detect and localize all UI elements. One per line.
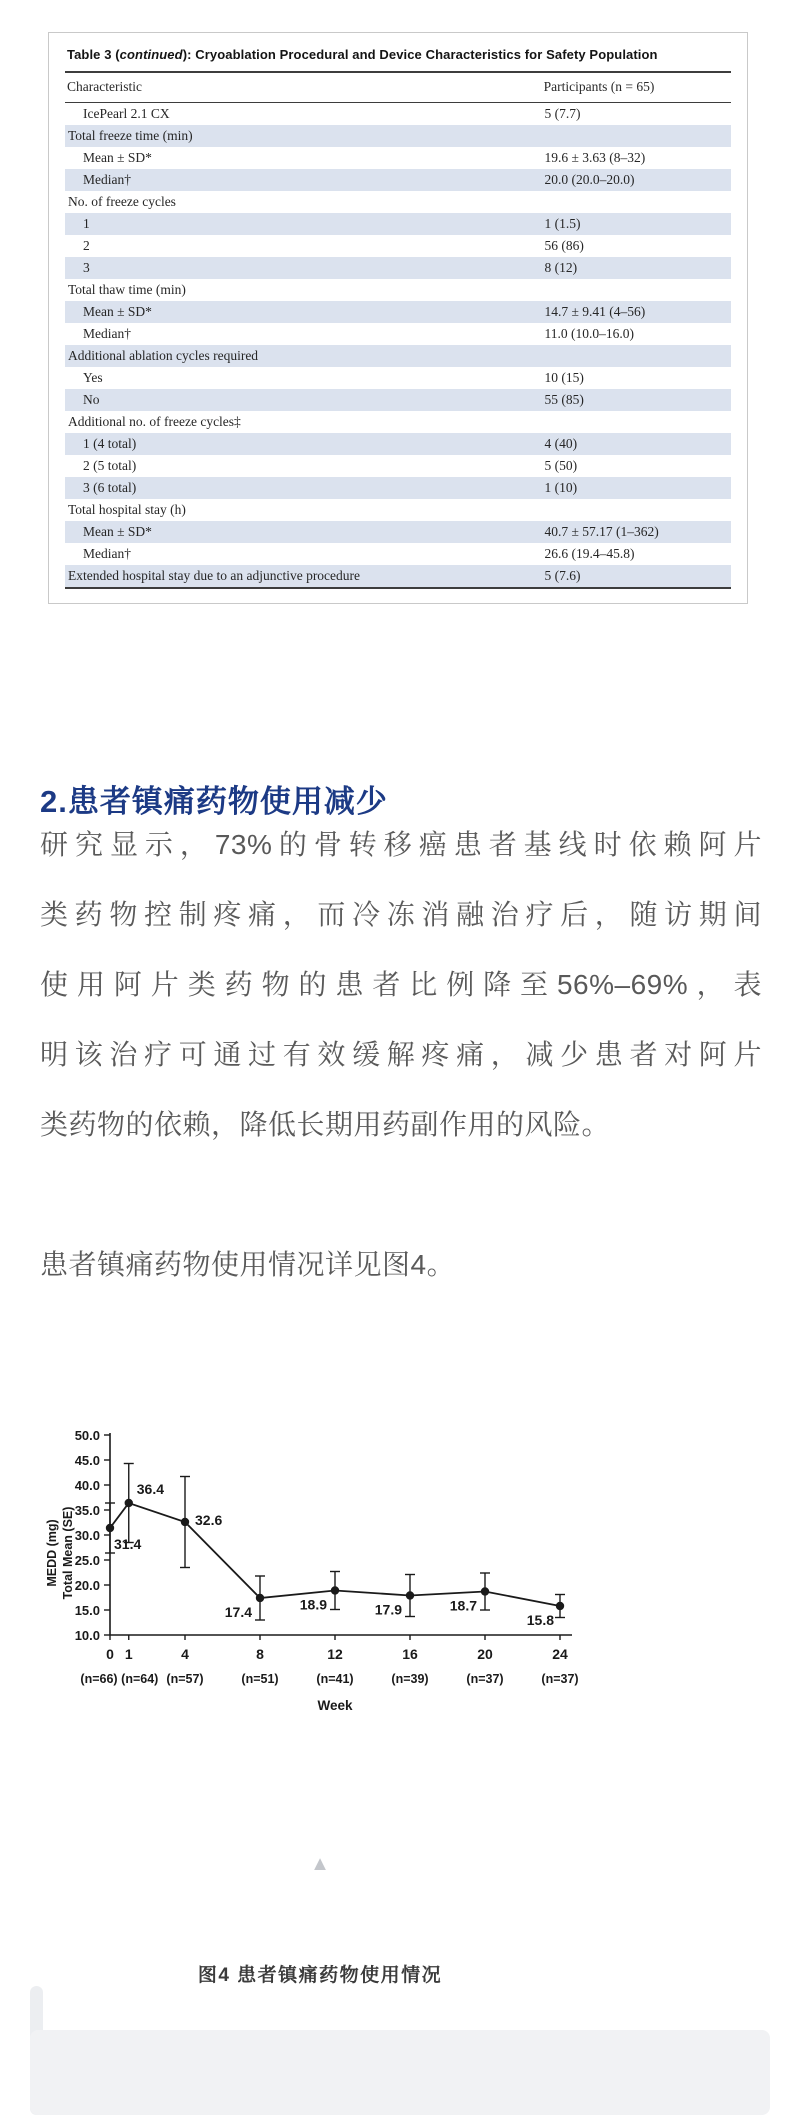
table-row (65, 565, 731, 587)
row-value (545, 411, 731, 433)
row-label: Total freeze time (min) (68, 128, 193, 143)
row-value (545, 345, 731, 367)
row-value: 4 (40) (544, 436, 578, 451)
collapse-arrow-icon[interactable]: ▲ (310, 1853, 330, 1875)
table-row (65, 213, 731, 235)
paragraph-line: 明该治疗可通过有效缓解疼痛，减少患者对阿片 (40, 1039, 762, 1070)
value-label: 17.9 (374, 1601, 402, 1618)
value-label: 31.4 (114, 1536, 142, 1552)
row-label: Median† (83, 326, 131, 341)
table-row (65, 147, 731, 169)
paragraph-2: 患者镇痛药物使用情况详见图4。 (40, 1249, 456, 1280)
row-value: 20.0 (20.0–20.0) (544, 172, 635, 187)
y-tick-label: 50.0 (74, 1428, 100, 1443)
x-axis-title: Week (317, 1698, 353, 1713)
data-point (556, 1602, 564, 1610)
y-tick-label: 25.0 (74, 1553, 100, 1568)
x-tick-label: 12 (327, 1646, 343, 1662)
footer-band (30, 2030, 770, 2115)
row-label: Mean ± SD* (83, 524, 152, 539)
x-tick-label: 1 (124, 1646, 133, 1662)
row-label: Additional ablation cycles required (68, 348, 259, 363)
table-row (65, 103, 731, 125)
row-value: 11.0 (10.0–16.0) (544, 326, 635, 341)
figure-caption: 图4 患者镇痛药物使用情况 (197, 1965, 443, 1986)
x-tick-label: 16 (402, 1646, 418, 1662)
row-label: Mean ± SD* (83, 304, 152, 319)
row-value: 55 (85) (544, 392, 584, 407)
row-label: IcePearl 2.1 CX (83, 106, 170, 121)
y-tick-label: 10.0 (74, 1628, 100, 1643)
n-label: (n=66) (80, 1672, 118, 1686)
row-value: 40.7 ± 57.17 (1–362) (544, 524, 659, 539)
row-value: 19.6 ± 3.63 (8–32) (544, 150, 646, 165)
row-value: 1 (1.5) (544, 216, 581, 231)
x-tick-label: 4 (181, 1646, 189, 1662)
value-label: 36.4 (136, 1481, 164, 1497)
table-row (65, 191, 731, 213)
table-row (65, 323, 731, 345)
y-tick-label: 15.0 (74, 1603, 100, 1618)
y-axis-title: Total Mean (SE) (61, 1506, 75, 1600)
row-label: 3 (83, 260, 90, 275)
paragraph-line: 研究显示，73%的骨转移癌患者基线时依赖阿片 (40, 829, 762, 860)
row-label: Median† (83, 546, 131, 561)
row-value: 5 (50) (544, 458, 578, 473)
table-row (65, 235, 731, 257)
n-label: (n=64) (121, 1672, 159, 1686)
col-header-characteristic: Characteristic (67, 79, 142, 94)
paragraph-line: 类药物控制疼痛，而冷冻消融治疗后，随访期间 (40, 899, 762, 930)
y-tick-label: 45.0 (74, 1453, 100, 1468)
table-row (65, 411, 731, 433)
value-label: 17.4 (224, 1604, 252, 1620)
paragraph-line: 类药物的依赖，降低长期用药副作用的风险。 (40, 1109, 611, 1140)
row-label: 2 (83, 238, 90, 253)
table-row (65, 499, 731, 521)
y-tick-label: 30.0 (74, 1528, 100, 1543)
table-header-row (65, 73, 731, 103)
data-point (125, 1499, 133, 1507)
table-row (65, 433, 731, 455)
row-label: Total thaw time (min) (68, 282, 186, 297)
paragraph-1 (40, 810, 762, 1160)
n-label: (n=41) (316, 1672, 354, 1686)
row-label: 3 (6 total) (83, 480, 137, 495)
y-tick-label: 35.0 (74, 1503, 100, 1518)
row-label: 1 (83, 216, 90, 231)
table-row (65, 279, 731, 301)
table-row (65, 389, 731, 411)
row-label: 2 (5 total) (83, 458, 137, 473)
table-row (65, 301, 731, 323)
table-3-card (48, 32, 748, 604)
row-value (545, 279, 731, 301)
y-tick-label: 20.0 (74, 1578, 100, 1593)
row-value: 5 (7.7) (544, 106, 581, 121)
table-row (65, 367, 731, 389)
data-point (481, 1587, 489, 1595)
n-label: (n=51) (241, 1672, 279, 1686)
row-label: No (83, 392, 100, 407)
table-body (65, 103, 731, 589)
data-point (256, 1594, 264, 1602)
data-point (106, 1524, 114, 1532)
data-point (406, 1591, 414, 1599)
table-row (65, 521, 731, 543)
value-label: 18.9 (299, 1596, 327, 1613)
row-label: Median† (83, 172, 131, 187)
row-value: 5 (7.6) (544, 568, 581, 583)
n-label: (n=39) (391, 1672, 429, 1686)
figure-4 (30, 1420, 610, 1730)
data-point (181, 1518, 189, 1526)
x-tick-label: 20 (477, 1646, 493, 1662)
row-value (545, 191, 731, 213)
table-row (65, 345, 731, 367)
row-value (545, 499, 731, 521)
row-label: Extended hospital stay due to an adjunctive procedure (68, 568, 361, 583)
value-label: 32.6 (195, 1512, 223, 1528)
row-value: 8 (12) (544, 260, 578, 275)
value-label: 15.8 (526, 1612, 554, 1628)
x-tick-label: 24 (552, 1646, 568, 1662)
table-row (65, 169, 731, 191)
row-value: 1 (10) (544, 480, 578, 495)
row-value: 10 (15) (544, 370, 584, 385)
x-tick-label: 8 (256, 1646, 264, 1662)
row-label: No. of freeze cycles (68, 194, 176, 209)
col-header-participants: Participants (n = 65) (543, 79, 655, 94)
data-point (331, 1586, 339, 1594)
row-label: 1 (4 total) (83, 436, 137, 451)
row-label: Yes (83, 370, 103, 385)
table-row (65, 125, 731, 147)
table-row (65, 543, 731, 565)
row-label: Total hospital stay (h) (68, 502, 186, 517)
row-label: Additional no. of freeze cycles‡ (68, 414, 241, 429)
paragraph-line: 使用阿片类药物的患者比例降至56%–69%，表 (40, 969, 762, 1000)
row-value: 14.7 ± 9.41 (4–56) (544, 304, 646, 319)
table-row (65, 477, 731, 499)
x-tick-label: 0 (106, 1646, 114, 1662)
n-label: (n=57) (166, 1672, 204, 1686)
medd-line-chart (30, 1420, 610, 1730)
row-label: Mean ± SD* (83, 150, 152, 165)
table-row (65, 455, 731, 477)
n-label: (n=37) (541, 1672, 579, 1686)
row-value (545, 125, 731, 147)
section-heading: 2.患者镇痛药物使用减少 (40, 783, 388, 819)
value-label: 18.7 (449, 1597, 477, 1614)
y-tick-label: 40.0 (74, 1478, 100, 1493)
row-value: 56 (86) (544, 238, 584, 253)
row-value: 26.6 (19.4–45.8) (544, 546, 635, 561)
y-axis-title: MEDD (mg) (45, 1519, 59, 1587)
table-title: Table 3 (continued): Cryoablation Procedural and Device Characteristics for Safety Population (67, 47, 658, 62)
n-label: (n=37) (466, 1672, 504, 1686)
table-row (65, 257, 731, 279)
